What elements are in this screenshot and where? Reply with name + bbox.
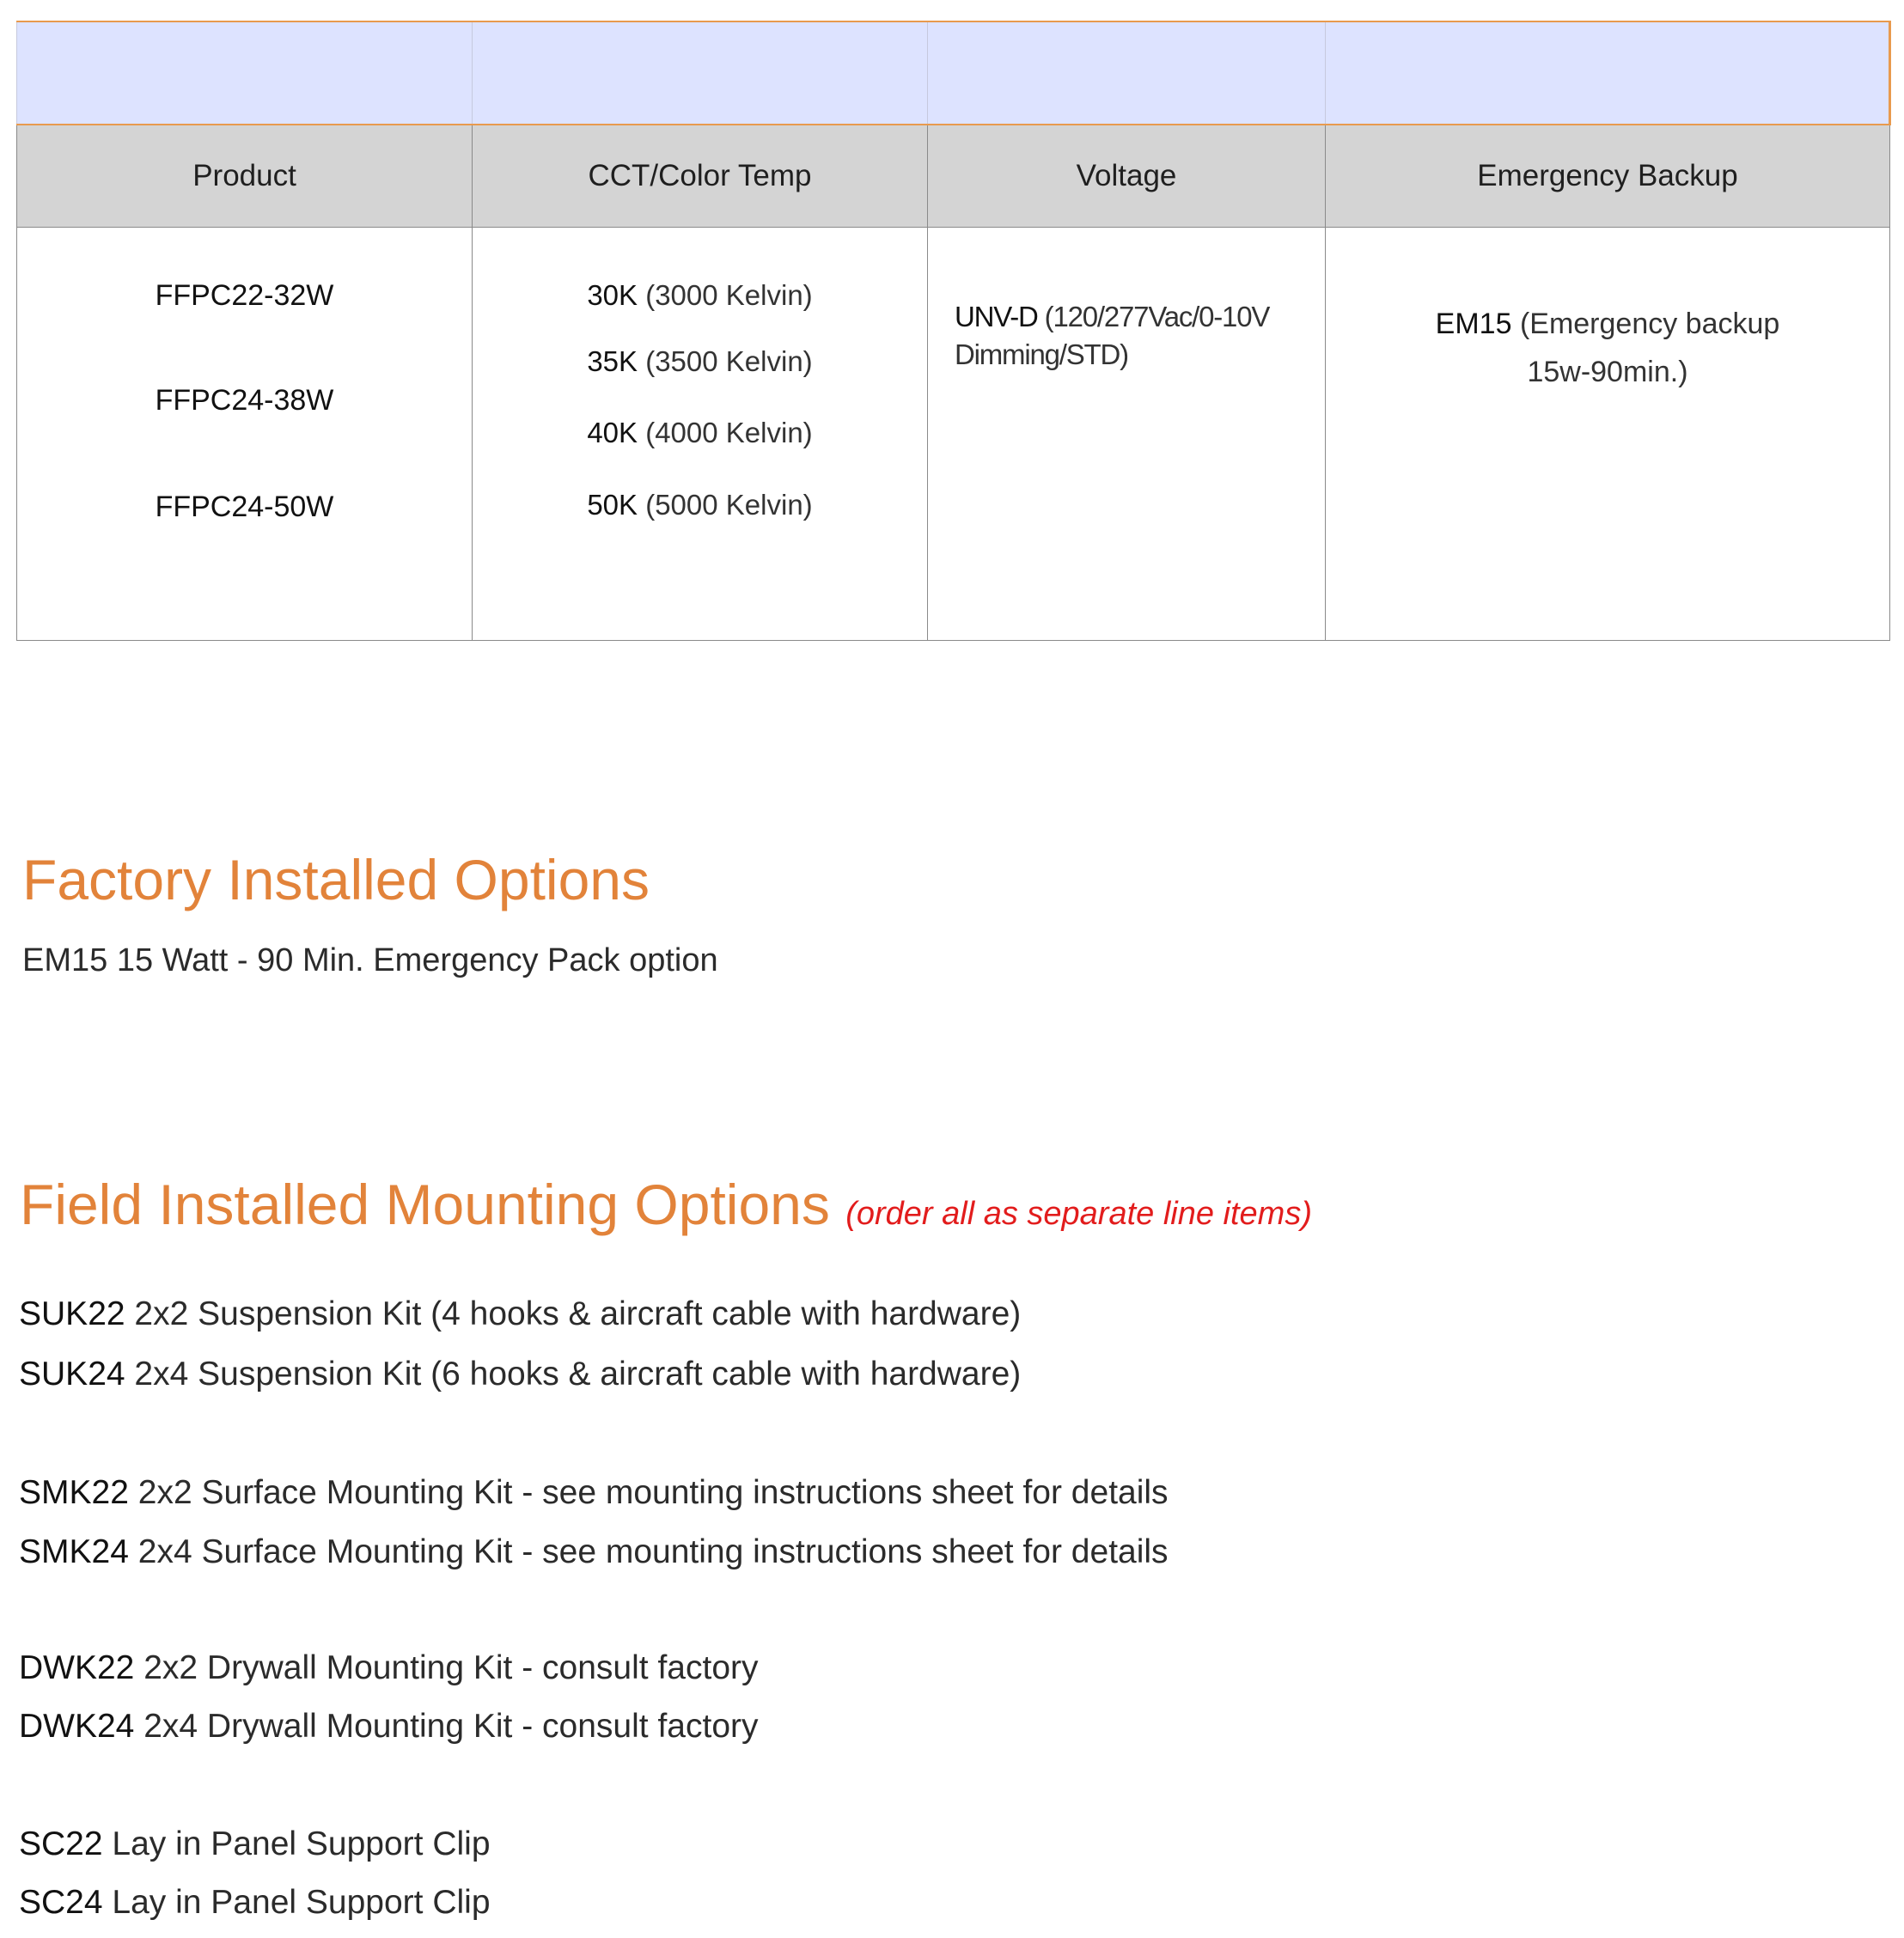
- option-desc: 2x2 Suspension Kit (4 hooks & aircraft cable with hardware): [134, 1295, 1022, 1332]
- band-cell: [473, 21, 928, 125]
- product-cell: [17, 228, 473, 641]
- band-cell: [1326, 21, 1890, 125]
- cct-item: [473, 279, 927, 312]
- option-line: [19, 1884, 491, 1922]
- cct-code: 30K: [587, 279, 638, 311]
- option-code: DWK22: [19, 1649, 135, 1686]
- voltage-code: UNV-D: [955, 301, 1038, 332]
- field-options-title-text: Field Installed Mounting Options: [20, 1173, 830, 1236]
- product-item: FFPC24-38W: [155, 384, 334, 417]
- option-desc: 2x4 Drywall Mounting Kit - consult factory: [143, 1708, 759, 1745]
- header-cct: CCT/Color Temp: [473, 125, 928, 228]
- option-desc: 2x4 Surface Mounting Kit - see mounting instructions sheet for details: [137, 1533, 1169, 1570]
- cct-desc: (4000 Kelvin): [645, 417, 813, 448]
- option-code: SC24: [19, 1884, 103, 1921]
- factory-options-text: EM15 15 Watt - 90 Min. Emergency Pack option: [22, 942, 718, 978]
- header-product: Product: [17, 125, 473, 228]
- option-code: SC22: [19, 1825, 103, 1862]
- voltage-cell: [928, 228, 1326, 641]
- option-code: SUK22: [19, 1295, 125, 1332]
- cct-item: [473, 489, 927, 521]
- option-desc: 2x4 Suspension Kit (6 hooks & aircraft cable with hardware): [134, 1356, 1022, 1393]
- header-emergency: Emergency Backup: [1326, 125, 1890, 228]
- field-options-note: (order all as separate line items): [845, 1196, 1312, 1232]
- option-line: [19, 1295, 1021, 1333]
- cct-code: 35K: [587, 345, 638, 377]
- cct-desc: (3500 Kelvin): [645, 345, 813, 377]
- voltage-desc-2: Dimming/STD): [955, 338, 1128, 370]
- option-code: DWK24: [19, 1708, 135, 1745]
- cct-code: 50K: [587, 489, 638, 521]
- voltage-desc-1: (120/277Vac/0-10V: [1044, 301, 1270, 332]
- emergency-desc-1: (Emergency backup: [1519, 308, 1780, 340]
- emergency-desc-2: 15w-90min.): [1527, 356, 1688, 388]
- factory-options-title: Factory Installed Options: [22, 848, 650, 911]
- emergency-item: [1326, 300, 1889, 396]
- option-line: [19, 1649, 759, 1687]
- emergency-code: EM15: [1435, 308, 1512, 340]
- band-cell: [928, 21, 1326, 125]
- table-header-row: [17, 125, 1890, 228]
- emergency-cell: [1326, 228, 1890, 641]
- option-code: SMK24: [19, 1533, 129, 1570]
- field-options-title: [20, 1172, 1312, 1237]
- option-line: [19, 1825, 491, 1863]
- product-item: FFPC24-50W: [155, 491, 334, 523]
- option-line: [19, 1708, 759, 1746]
- option-desc: Lay in Panel Support Clip: [112, 1825, 491, 1862]
- option-desc: Lay in Panel Support Clip: [112, 1884, 491, 1921]
- cct-item: [473, 345, 927, 378]
- spec-table: [16, 21, 1891, 641]
- option-code: SMK22: [19, 1474, 129, 1511]
- table-top-band: [17, 21, 1890, 125]
- option-line: [19, 1474, 1169, 1512]
- table-body-row: [17, 228, 1890, 641]
- option-line: [19, 1533, 1169, 1571]
- cct-desc: (3000 Kelvin): [645, 279, 813, 311]
- cct-cell: [473, 228, 928, 641]
- header-voltage: Voltage: [928, 125, 1326, 228]
- product-item: FFPC22-32W: [155, 279, 334, 312]
- voltage-item: [955, 298, 1325, 374]
- option-code: SUK24: [19, 1356, 125, 1393]
- cct-desc: (5000 Kelvin): [645, 489, 813, 521]
- option-desc: 2x2 Drywall Mounting Kit - consult factory: [143, 1649, 759, 1686]
- option-desc: 2x2 Surface Mounting Kit - see mounting instructions sheet for details: [137, 1474, 1169, 1511]
- cct-code: 40K: [587, 417, 638, 448]
- cct-item: [473, 417, 927, 449]
- band-cell: [17, 21, 473, 125]
- option-line: [19, 1356, 1021, 1393]
